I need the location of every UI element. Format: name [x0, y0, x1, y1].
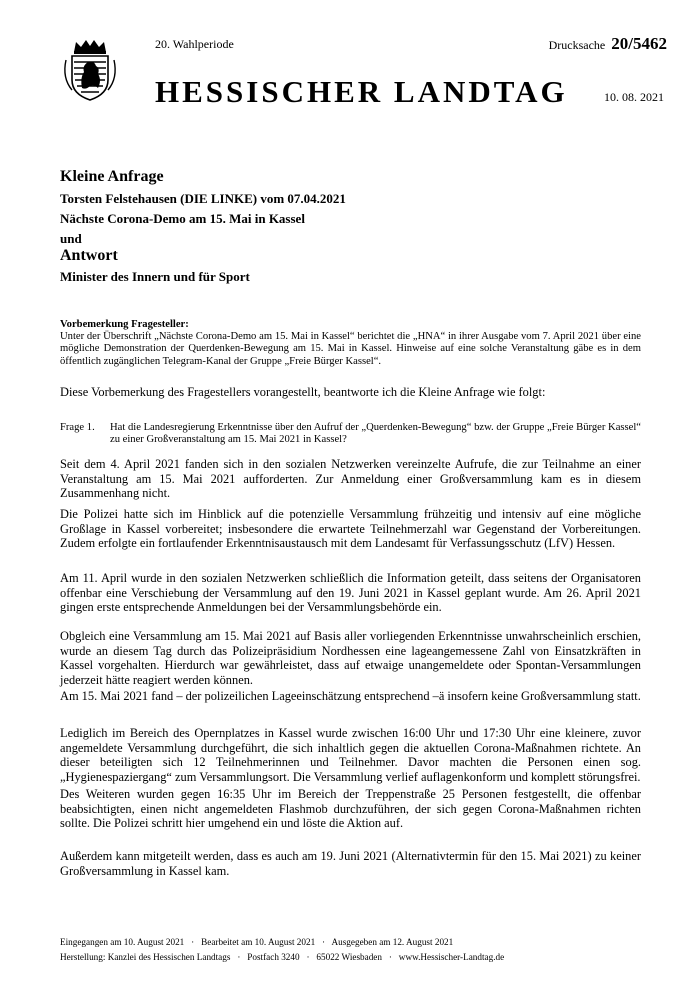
preliminary-text: Unter der Überschrift „Nächste Corona-Demo am 15. Mai in Kassel“ berichtet die „HNA“ in ihrer Ausgabe vom 7. April 2021 über eine mögliche Demonstration der Querdenken-Bewegung am 15. Mai in Kassel. Hinweise auf eine solche Veranstaltung gäbe es in dem öffentlich zugänglichen Telegram-Kanal der Gruppe „Freie Bürger Kassel“. — [60, 331, 641, 367]
answer-paragraph: Des Weiteren wurden gegen 16:35 Uhr im Bereich der Treppenstraße 25 Personen festgestellt, die offenbar beabsichtigten, einen nicht angemeldeten Flashmob durchzuführen, der sich gegen Corona-Maßnahmen richten sollte. Die Polizei schritt hier umgehend ein und löste die Aktion auf. — [60, 787, 641, 830]
wahlperiode: 20. Wahlperiode — [155, 37, 234, 51]
author-line: Torsten Felstehausen (DIE LINKE) vom 07.04.2021 — [60, 191, 346, 206]
document-type: Kleine Anfrage — [60, 168, 164, 185]
footer-dates: Eingegangen am 10. August 2021 · Bearbeitet am 10. August 2021 · Ausgegeben am 12. August 2021 — [60, 937, 454, 947]
drucksache-label: Drucksache — [548, 38, 606, 52]
answer-heading: Antwort — [60, 247, 118, 264]
drucksache — [549, 34, 667, 54]
subject-line: Nächste Corona-Demo am 15. Mai in Kassel — [60, 211, 305, 226]
document-date: 10. 08. 2021 — [604, 90, 664, 104]
question-text: Hat die Landesregierung Erkenntnisse über den Aufruf der „Querdenken-Bewegung“ bzw. der Gruppe „Freie Bürger Kassel“ zu einer Großveranstaltung am 15. Mai 2021 in Kassel? — [110, 422, 641, 446]
answer-paragraph: Außerdem kann mitgeteilt werden, dass es auch am 19. Juni 2021 (Alternativtermin für den 15. Mai 2021) zu keiner Großversammlung in Kassel kam. — [60, 849, 641, 878]
ministry-line: Minister des Innern und für Sport — [60, 269, 250, 284]
preliminary-remark — [60, 319, 641, 368]
question-label: Frage 1. — [60, 422, 95, 433]
drucksache-number: 20/5462 — [611, 34, 667, 53]
answer-paragraph: Am 11. April wurde in den sozialen Netzwerken schließlich die Information geteilt, dass seitens der Organisatoren offenbar eine Verschiebung der Versammlung auf den 19. Juni 2021 in Kassel geplant wurde. Am 26. April 2021 gingen erste entsprechende Anmeldungen bei der Versammlungsbehörde ein. — [60, 571, 641, 614]
answer-paragraph: Obgleich eine Versammlung am 15. Mai 2021 auf Basis aller vorliegenden Erkenntnisse unwahrscheinlich erschien, wurde an diesem Tag durch das Polizeipräsidium Nordhessen eine lageangemessene Zahl von Einsatzkräften in Kassel vorgehalten. Hierdurch war gewährleistet, dass auf etwaige unangemeldete oder Spontan-Versammlungen jederzeit hätte reagiert werden können. — [60, 629, 641, 687]
answer-paragraph: Am 15. Mai 2021 fand – der polizeilichen Lageeinschätzung entsprechend –ä insofern keine Großversammlung statt. — [60, 689, 641, 703]
answer-paragraph: Seit dem 4. April 2021 fanden sich in den sozialen Netzwerken vereinzelte Aufrufe, die zur Teilnahme an einer Veranstaltung am 15. Mai 2021 aufforderten. Zur Anmeldung einer Großversammlung kam es in diesem Zusammenhang nicht. — [60, 457, 641, 500]
und-line: und — [60, 231, 82, 246]
footer-publisher: Herstellung: Kanzlei des Hessischen Landtags · Postfach 3240 · 65022 Wiesbaden · www.Hessischer-Landtag.de — [60, 952, 505, 962]
institution-title: HESSISCHER LANDTAG — [155, 74, 568, 109]
hessen-coat-of-arms-icon — [60, 38, 120, 102]
answer-paragraph: Die Polizei hatte sich im Hinblick auf die potenzielle Versammlung frühzeitig und intensiv auf eine mögliche Großlage in Kassel vorbereitet; insbesondere die erwartete Teilnehmerzahl war Gegenstand der Vorbereitungen. Zudem erfolgte ein fortlaufender Erkenntnisaustausch mit dem Landesamt für Verfassungsschutz (LfV) Hessen. — [60, 507, 641, 550]
preliminary-label: Vorbemerkung Fragesteller: — [60, 319, 189, 330]
question-1 — [60, 422, 641, 447]
intro-paragraph: Diese Vorbemerkung des Fragestellers vorangestellt, beantworte ich die Kleine Anfrage wie folgt: — [60, 385, 546, 399]
answer-paragraph: Lediglich im Bereich des Opernplatzes in Kassel wurde zwischen 16:00 Uhr und 17:30 Uhr eine kleinere, zuvor angemeldete Versammlung durchgeführt, die sich inhaltlich gegen die aktuellen Corona-Maßnahmen richtete. An dieser beteiligten sich 12 Teilnehmerinnen und Teilnehmer. Davor machten die Personen einen sog. „Hygienespaziergang“ zum Versammlungsort. Die Versammlung verlief auflagenkonform und komplett störungsfrei. — [60, 726, 641, 784]
